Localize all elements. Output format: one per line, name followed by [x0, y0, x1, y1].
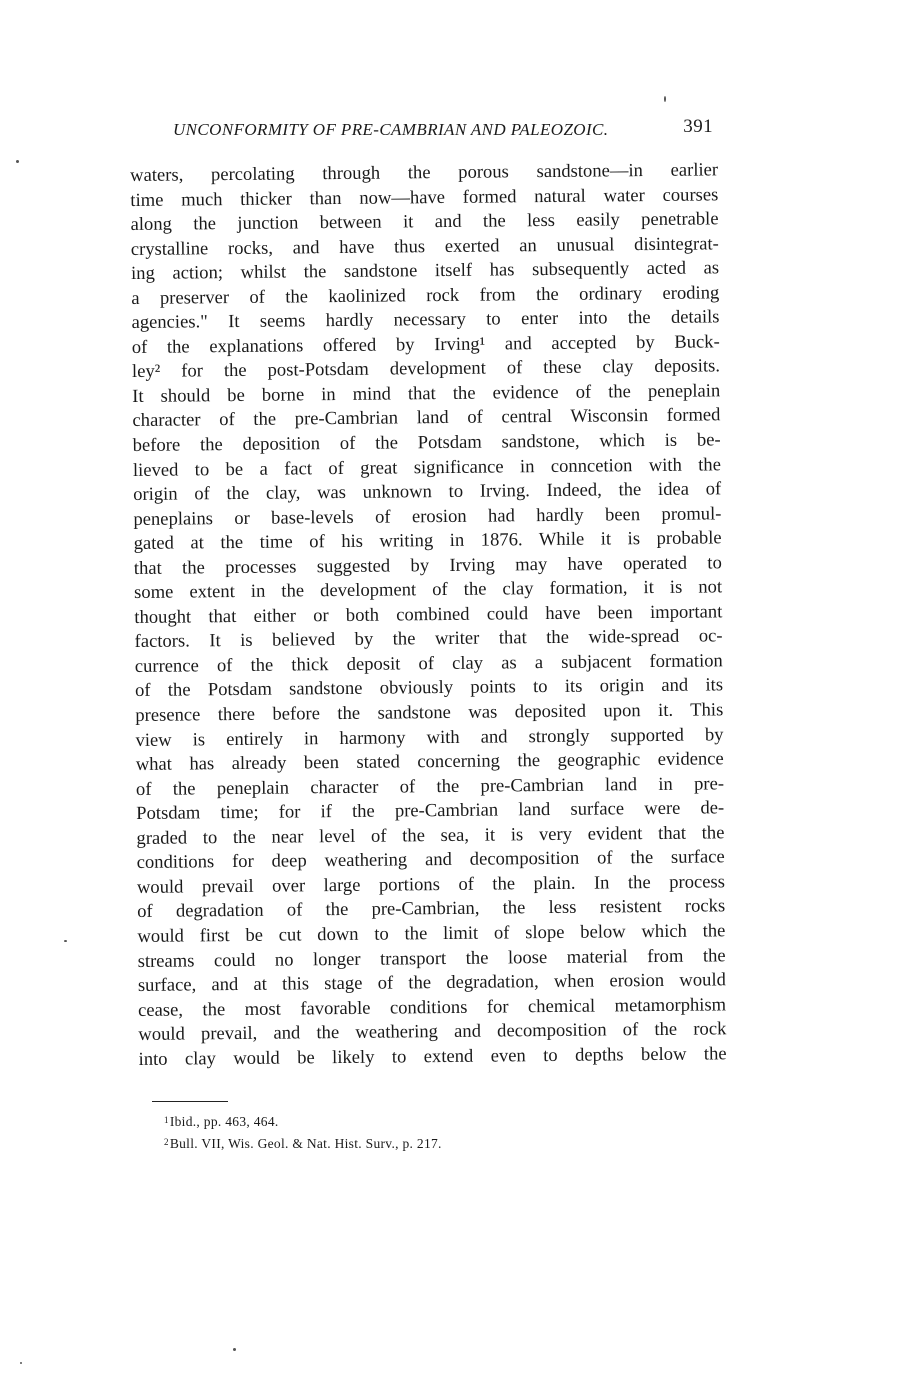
running-head: [173, 116, 713, 142]
text-line: of the Potsdam sandstone obviously points to its origin and its: [134, 674, 724, 702]
text-line: view is entirely in harmony with and strongly supported by: [135, 723, 724, 751]
text-line: conditions for deep weathering and decomposition of the surface: [136, 846, 725, 874]
text-line: before the deposition of the Potsdam sandstone, which is be-: [132, 429, 721, 457]
text-line: ing action; whilst the sandstone itself has subsequently acted as: [130, 257, 720, 285]
text-line: what has already been stated concerning the geographic evidence: [135, 748, 724, 776]
text-line: would prevail over large portions of the plain. In the process: [136, 871, 726, 898]
text-line: into clay would be likely to extend even to depths below the: [138, 1043, 727, 1070]
text-line: a preserver of the kaolinized rock from the ordinary eroding: [131, 282, 720, 309]
running-title: UNCONFORMITY OF PRE-CAMBRIAN AND PALEOZOIC.: [173, 120, 609, 139]
text-line: would prevail, and the weathering and decomposition of the rock: [138, 1018, 727, 1046]
text-line: currence of the thick deposit of clay as a subjacent formation: [134, 650, 723, 677]
footnote-text: Ibid., pp. 463, 464.: [169, 1114, 279, 1129]
scan-speck: [16, 160, 19, 163]
text-line: cease, the most favorable conditions for chemical metamorphism: [138, 993, 727, 1021]
text-line: thought that either or both combined could have been important: [134, 601, 723, 628]
text-line: streams could no longer transport the loose material from the: [137, 944, 726, 972]
scan-speck: [233, 1348, 236, 1351]
body-text: [130, 158, 727, 1072]
text-line: of degradation of the pre-Cambrian, the less resistent rocks: [137, 895, 726, 923]
text-line: graded to the near level of the sea, it is very evident that the: [136, 822, 725, 849]
text-line: agencies." It seems hardly necessary to enter into the details: [131, 306, 720, 334]
text-line: time much thicker than now—have formed natural water courses: [130, 183, 719, 211]
text-line: ley² for the post-Potsdam development of these clay deposits.: [131, 355, 721, 383]
text-line: along the junction between it and the less easily penetrable: [130, 208, 719, 236]
page-number: 391: [683, 116, 713, 137]
text-line: Potsdam time; for if the pre-Cambrian land surface were de-: [136, 797, 725, 825]
scan-speck: [64, 940, 67, 942]
text-line: that the processes suggested by Irving may have operated to: [133, 552, 722, 579]
text-line: gated at the time of his writing in 1876. While it is probable: [133, 527, 722, 555]
footnote-mark: 2: [164, 1137, 169, 1147]
text-line: waters, percolating through the porous sandstone—in earlier: [130, 159, 719, 186]
text-line: some extent in the development of the clay formation, it is not: [134, 576, 723, 604]
footnote: [164, 1132, 584, 1154]
text-line: factors. It is believed by the writer that the wide-spread oc-: [134, 625, 723, 653]
scan-speck: [20, 1362, 22, 1364]
scan-speck: [664, 96, 666, 102]
footnote-text: Bull. VII, Wis. Geol. & Nat. Hist. Surv., p. 217.: [169, 1136, 442, 1151]
footnote-mark: 1: [164, 1115, 169, 1125]
text-line: presence there before the sandstone was deposited upon it. This: [135, 699, 724, 727]
text-line: character of the pre-Cambrian land of central Wisconsin formed: [132, 404, 721, 432]
text-line: crystalline rocks, and have thus exerted an unusual disintegrat-: [130, 232, 719, 260]
text-line: of the peneplain character of the pre-Cambrian land in pre-: [135, 772, 725, 800]
text-line: lieved to be a fact of great significance in conncetion with the: [132, 453, 722, 481]
text-line: surface, and at this stage of the degradation, when erosion would: [137, 969, 726, 997]
text-line: origin of the clay, was unknown to Irving. Indeed, the idea of: [133, 478, 722, 506]
text-line: of the explanations offered by Irving¹ and accepted by Buck-: [131, 331, 720, 358]
text-line: would first be cut down to the limit of slope below which the: [137, 920, 726, 947]
footnotes: [164, 1110, 584, 1154]
footnote-rule: [152, 1101, 228, 1102]
footnote: [164, 1110, 584, 1132]
text-line: It should be borne in mind that the evidence of the peneplain: [132, 380, 721, 407]
text-line: peneplains or base-levels of erosion had hardly been promul-: [133, 502, 722, 530]
